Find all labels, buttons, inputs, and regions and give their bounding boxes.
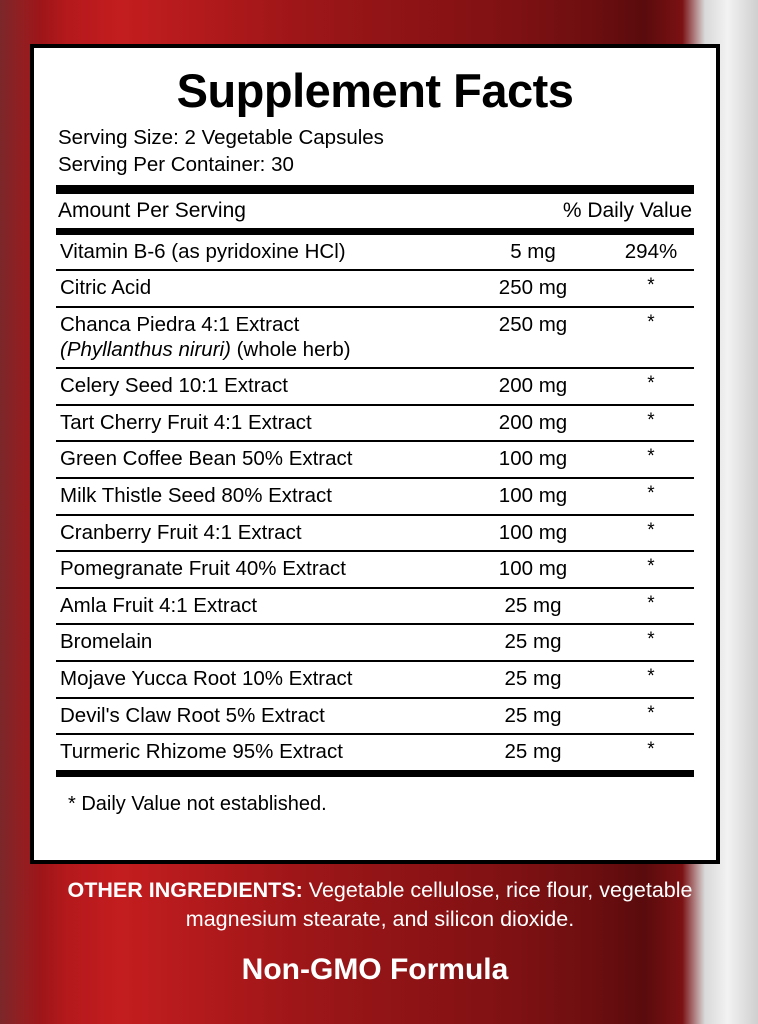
ingredient-name: Citric Acid bbox=[60, 276, 152, 300]
ingredient-amount: 100 mg bbox=[498, 483, 568, 507]
ingredient-name: Vitamin B-6 (as pyridoxine HCl) bbox=[60, 239, 346, 263]
ingredient-daily-value: * bbox=[647, 482, 655, 504]
ingredient-amount: 25 mg bbox=[504, 666, 562, 690]
divider-thick-top bbox=[56, 185, 694, 194]
ingredient-daily-value: * bbox=[647, 739, 655, 761]
supplement-facts-box bbox=[30, 44, 720, 864]
ingredients-table bbox=[56, 235, 694, 770]
ingredient-daily-value: * bbox=[647, 556, 655, 578]
ingredient-daily-value: * bbox=[647, 373, 655, 395]
non-gmo-formula: Non-GMO Formula bbox=[241, 953, 509, 986]
table-row bbox=[56, 552, 694, 587]
amount-per-serving-header: Amount Per Serving bbox=[58, 198, 246, 222]
ingredient-amount: 100 mg bbox=[498, 447, 568, 471]
ingredient-daily-value: * bbox=[647, 629, 655, 651]
divider-bottom bbox=[56, 770, 694, 777]
table-row bbox=[56, 589, 694, 624]
ingredient-daily-value: * bbox=[647, 409, 655, 431]
ingredient-amount: 250 mg bbox=[498, 276, 568, 300]
table-row bbox=[56, 735, 694, 770]
daily-value-header: % Daily Value bbox=[562, 198, 692, 222]
table-row bbox=[56, 479, 694, 514]
table-row bbox=[56, 625, 694, 660]
ingredient-amount: 25 mg bbox=[504, 630, 562, 654]
ingredient-amount: 25 mg bbox=[504, 593, 562, 617]
ingredient-name: Bromelain bbox=[60, 630, 153, 654]
divider-med-header bbox=[56, 228, 694, 235]
ingredient-daily-value: * bbox=[647, 275, 655, 297]
ingredient-name: Pomegranate Fruit 40% Extract bbox=[60, 557, 346, 581]
table-row bbox=[56, 442, 694, 477]
ingredient-name: Amla Fruit 4:1 Extract bbox=[60, 593, 258, 617]
ingredient-name: Devil's Claw Root 5% Extract bbox=[60, 703, 325, 727]
label-panel bbox=[22, 18, 728, 1006]
serving-size: Serving Size: 2 Vegetable Capsules bbox=[58, 126, 384, 150]
ingredient-latin-name: (Phyllanthus niruri) bbox=[60, 337, 231, 361]
daily-value-footnote: * Daily Value not established. bbox=[68, 792, 327, 815]
ingredient-daily-value: * bbox=[647, 592, 655, 614]
ingredient-amount: 200 mg bbox=[498, 410, 568, 434]
ingredient-daily-value: 294% bbox=[624, 239, 678, 263]
ingredient-daily-value: * bbox=[647, 312, 655, 333]
other-ingredients-label: OTHER INGREDIENTS: bbox=[67, 878, 303, 902]
ingredient-amount: 25 mg bbox=[504, 703, 562, 727]
ingredient-daily-value: * bbox=[647, 446, 655, 468]
ingredient-amount: 100 mg bbox=[498, 520, 568, 544]
table-row bbox=[56, 406, 694, 441]
ingredient-name: Green Coffee Bean 50% Extract bbox=[60, 447, 353, 471]
ingredient-name: Chanca Piedra 4:1 Extract (Phyllanthus niruri) (whole herb) bbox=[60, 313, 351, 361]
table-row bbox=[56, 662, 694, 697]
ingredient-name: Milk Thistle Seed 80% Extract bbox=[60, 483, 332, 507]
ingredient-daily-value: * bbox=[647, 665, 655, 687]
table-row bbox=[56, 516, 694, 551]
ingredient-name: Celery Seed 10:1 Extract bbox=[60, 374, 288, 398]
table-header-row bbox=[56, 194, 694, 228]
other-ingredients-text: Vegetable cellulose, rice flour, vegetable magnesium stearate, and silicon dioxide. bbox=[185, 878, 693, 931]
table-row bbox=[56, 369, 694, 404]
ingredient-daily-value: * bbox=[647, 702, 655, 724]
ingredient-amount: 200 mg bbox=[498, 374, 568, 398]
table-row bbox=[56, 235, 694, 270]
table-row bbox=[56, 308, 694, 367]
ingredient-amount: 100 mg bbox=[498, 557, 568, 581]
table-row bbox=[56, 271, 694, 306]
ingredient-amount: 250 mg bbox=[498, 313, 568, 336]
ingredient-name: Tart Cherry Fruit 4:1 Extract bbox=[60, 410, 312, 434]
ingredient-name: Mojave Yucca Root 10% Extract bbox=[60, 666, 353, 690]
serving-per-container: Serving Per Container: 30 bbox=[58, 152, 294, 176]
ingredient-name: Turmeric Rhizome 95% Extract bbox=[60, 740, 343, 764]
table-row bbox=[56, 699, 694, 734]
ingredient-amount: 25 mg bbox=[504, 740, 562, 764]
other-ingredients bbox=[30, 876, 730, 933]
ingredient-name: Cranberry Fruit 4:1 Extract bbox=[60, 520, 302, 544]
page-title: Supplement Facts bbox=[176, 64, 574, 117]
ingredient-daily-value: * bbox=[647, 519, 655, 541]
ingredient-amount: 5 mg bbox=[510, 239, 556, 263]
